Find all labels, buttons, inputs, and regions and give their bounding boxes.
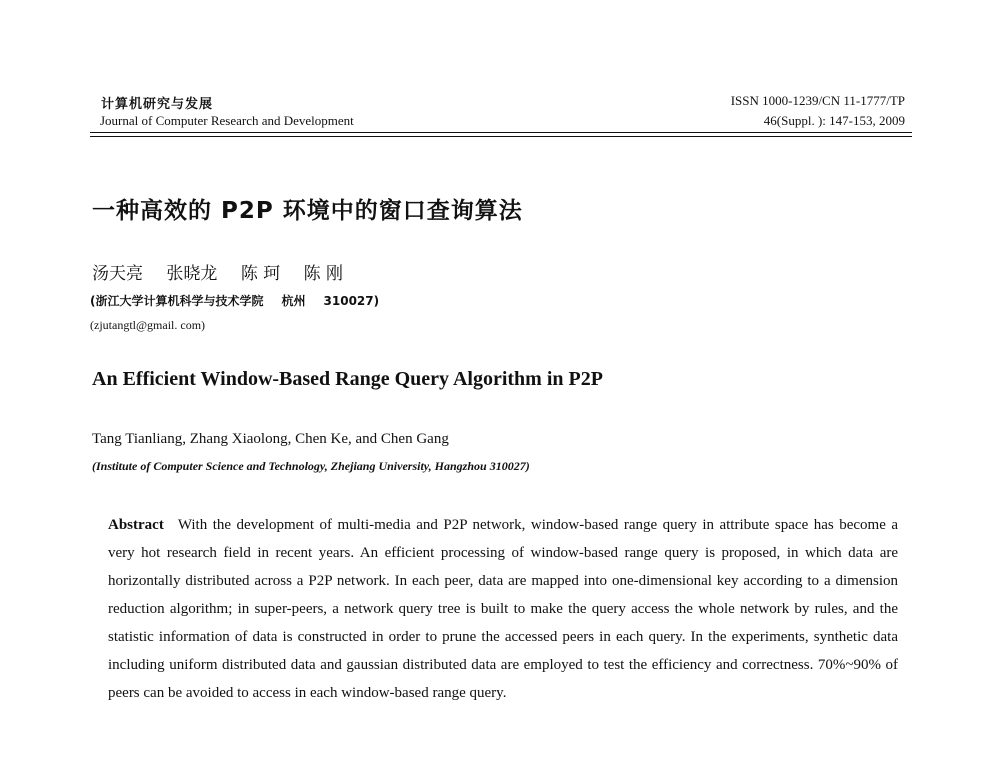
journal-name-en: Journal of Computer Research and Development bbox=[100, 113, 354, 128]
affiliation-en: (Institute of Computer Science and Technology, Zhejiang University, Hangzhou 310027) bbox=[92, 459, 530, 473]
authors-cn bbox=[92, 259, 361, 284]
abstract bbox=[108, 511, 898, 707]
title-cn: 一种高效的 P2P 环境中的窗口查询算法 bbox=[92, 198, 523, 224]
title-en: An Efficient Window-Based Range Query Algorithm in P2P bbox=[92, 368, 603, 390]
issn: ISSN 1000-1239/CN 11-1777/TP bbox=[730, 93, 905, 108]
journal-name-cn: 计算机研究与发展 bbox=[101, 96, 214, 111]
affiliation-postcode: 310027) bbox=[323, 294, 380, 308]
affiliation-institute: (浙江大学计算机科学与技术学院 bbox=[90, 294, 264, 308]
author-cn: 张晓龙 bbox=[166, 264, 218, 284]
authors-en: Tang Tianliang, Zhang Xiaolong, Chen Ke, and Chen Gang bbox=[92, 431, 449, 447]
author-cn: 汤天亮 bbox=[92, 264, 143, 284]
header-rule-bottom bbox=[90, 136, 912, 137]
abstract-label: Abstract bbox=[108, 517, 164, 533]
affiliation-cn bbox=[90, 292, 379, 309]
affiliation-city: 杭州 bbox=[281, 294, 306, 308]
issue-info: 46(Suppl. ): 147-153, 2009 bbox=[763, 113, 905, 128]
author-cn: 陈 珂 bbox=[240, 264, 281, 284]
header-rule-top bbox=[90, 132, 912, 133]
abstract-text: With the development of multi-media and P2P network, window-based range query in attribute space has become a very hot research field in recent years. An efficient processing of window-based range query is proposed, in which data are horizontally distributed across a P2P network. In each peer, data are mapped into one-dimensional key according to a dimension reduction algorithm; in super-peers, a network query tree is built to make the query access the whole network by rules, and the statistic information of data is constructed in order to prune the accessed peers in each query. In the experiments, synthetic data including uniform distributed data and gaussian distributed data are employed to test the efficiency and correctness. 70%~90% of peers can be avoided to access in each window-based range query. bbox=[108, 517, 898, 701]
email: (zjutangtl@gmail. com) bbox=[90, 318, 206, 332]
author-cn: 陈 刚 bbox=[303, 264, 344, 284]
